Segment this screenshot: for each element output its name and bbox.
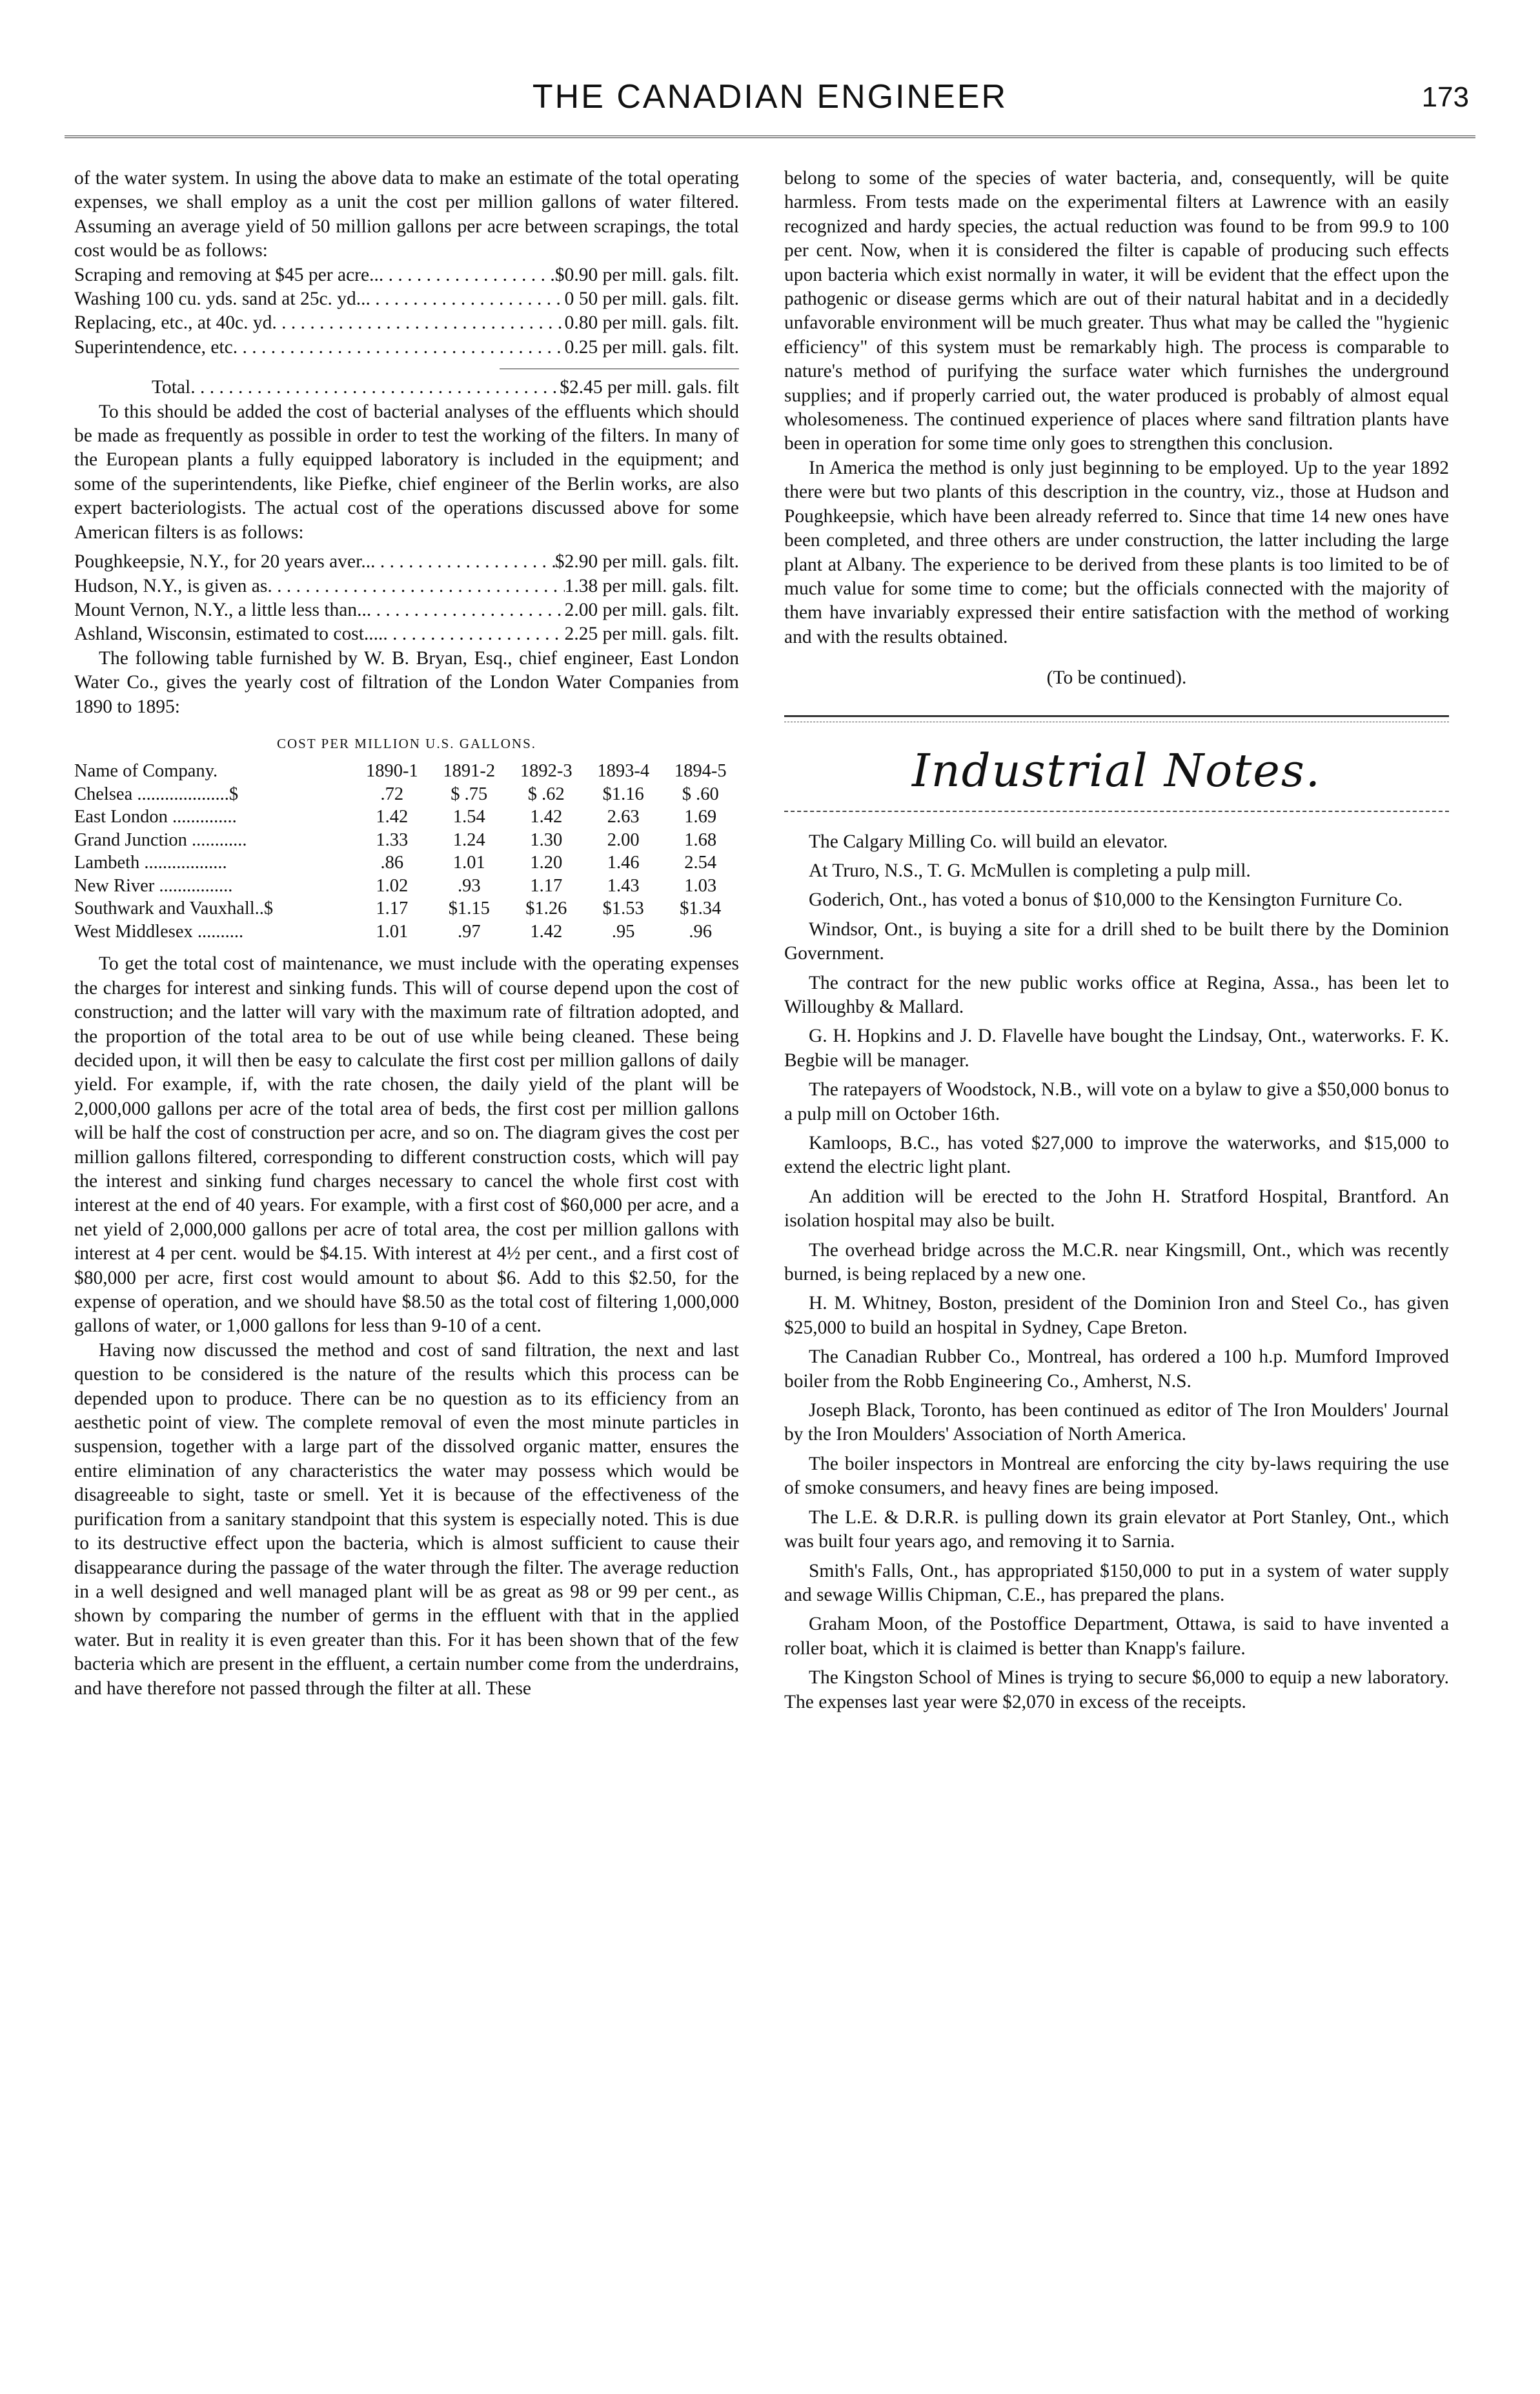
table-cell: 1.30 xyxy=(530,829,563,850)
table-header: 1892-3 xyxy=(520,761,572,782)
table-cell: 1.03 xyxy=(684,875,717,896)
paragraph: belong to some of the species of water bacteria, and, consequently, will be quite harmless. From tests made on the experimental filters at Lawrence with an easily recognized and hardy species, the actual reduction was found to be from 99.9 to 100 per cent. Now, when it is considered the filter is capable of producing such effects upon bacteria which exist normally in water, it will be evident that the effect upon the pathogenic or disease germs which are out of their natural habitat and in a decidedly unfavorable environment will be much greater. Thus what may be called the "hygienic efficiency" of this system must be remarkably high. The process is comparable to nature's method of purifying the surface water which furnishes the underground supplies; and if properly carried out, the water produced is probably of almost equal wholesomeness. The continued experience of places where sand filtration plants have been in operation for some time only goes to strengthen this conclusion. xyxy=(784,168,1449,454)
table-cell: Lambeth .................. xyxy=(74,853,227,873)
note-item: At Truro, N.S., T. G. McMullen is completing a pulp mill. xyxy=(809,860,1251,881)
note-item: Joseph Black, Toronto, has been continued as editor of The Iron Moulders' Journal by the Iron Moulders' Association of North America. xyxy=(784,1400,1449,1445)
cost-row xyxy=(74,598,739,622)
cost-table xyxy=(74,760,739,943)
table-header: 1894-5 xyxy=(674,761,727,782)
table-cell: 1.54 xyxy=(452,807,485,827)
table-row xyxy=(74,851,739,875)
note-item: H. M. Whitney, Boston, president of the Dominion Iron and Steel Co., has given $25,000 to build an hospital in Sydney, Cape Breton. xyxy=(784,1293,1449,1338)
table-cell: $1.26 xyxy=(525,898,567,919)
table-cell: .95 xyxy=(611,921,635,942)
cost-row xyxy=(74,574,739,598)
table-header-row xyxy=(74,760,739,783)
paragraph: The following table furnished by W. B. Bryan, Esq., chief engineer, East London Water Co., gives the yearly cost of filtration of the London Water Companies from 1890 to 1895: xyxy=(74,647,739,717)
table-cell: 1.01 xyxy=(376,921,409,942)
table-cell: $ .62 xyxy=(527,784,565,804)
cost-row xyxy=(74,622,739,646)
american-cost-list xyxy=(74,550,739,647)
table-cell: $1.15 xyxy=(448,898,490,919)
table-cell: .86 xyxy=(380,853,404,873)
table-cell: Southwark and Vauxhall..$ xyxy=(74,898,274,919)
table-cell: 1.33 xyxy=(376,829,409,850)
cost-value: 1.38 per mill. gals. filt. xyxy=(564,575,739,596)
table-row xyxy=(74,829,739,852)
table-cell: New River ................ xyxy=(74,875,233,896)
table-cell: Grand Junction ............ xyxy=(74,829,247,850)
table-cell: 1.17 xyxy=(376,898,409,919)
cost-row xyxy=(74,336,739,360)
industrial-notes xyxy=(784,830,1449,1714)
note-item: The L.E. & D.R.R. is pulling down its grain elevator at Port Stanley, Ont., which was built four years ago, and removing it to Sarnia. xyxy=(784,1506,1449,1552)
note-item: G. H. Hopkins and J. D. Flavelle have bought the Lindsay, Ont., waterworks. F. K. Begbie will be manager. xyxy=(784,1026,1449,1071)
page-number: 173 xyxy=(1421,81,1469,113)
note-item: Graham Moon, of the Postoffice Department, Ottawa, is said to have invented a roller boat, which it is claimed is better than Knapp's failure. xyxy=(784,1614,1449,1659)
cost-label: Replacing, etc., at 40c. yd xyxy=(74,312,272,334)
section-title: Industrial Notes. xyxy=(911,744,1322,797)
cost-label: Poughkeepsie, N.Y., for 20 years aver.. xyxy=(74,551,371,573)
cost-label: Mount Vernon, N.Y., a little less than.. xyxy=(74,599,367,620)
table-cell: 1.42 xyxy=(376,807,409,827)
cost-value: 0.80 per mill. gals. filt. xyxy=(564,312,739,334)
table-cell: 1.42 xyxy=(530,807,563,827)
table-cell: $ .60 xyxy=(682,784,719,804)
table-cell: 1.17 xyxy=(530,875,563,896)
total-value: $2.45 per mill. gals. filt xyxy=(560,377,739,398)
table-header: Name of Company. xyxy=(74,761,218,782)
paragraph: Having now discussed the method and cost of sand filtration, the next and last question to be considered is the nature of the results which this process can be depended upon to produce. There can be no question as to its efficiency from an aesthetic point of view. The complete removal of even the most minute particles in suspension, together with a large part of the dissolved organic matter, ensures the entire elimination of any characteristics the water may possess which would be disagreeable to sight, taste or smell. Yet it is because of the effectiveness of the purification from a sanitary standpoint that this system is especially noted. This is due to its destructive effect upon the bacteria, which is almost sufficient to cause their disappearance during the passage of the water through the filter. The average reduction in a well designed and well managed plant will be as great as 98 or 99 per cent., as shown by comparing the number of germs in the effluent with that in the applied water. But in reality it is even greater than this. For it has been shown that of the few bacteria which are present in the effluent, a certain number come from the underdrains, and have therefore not passed through the filter at all. These xyxy=(74,1339,739,1699)
table-row xyxy=(74,897,739,920)
table-cell: Chelsea ....................$ xyxy=(74,784,239,804)
total-label: Total xyxy=(152,377,191,398)
table-cell: 2.54 xyxy=(684,853,717,873)
paragraph: In America the method is only just beginning to be employed. Up to the year 1892 there were but two plants of this description in the country, viz., those at Hudson and Poughkeepsie, which have been already referred to. Since that time 14 new ones have been completed, and three others are under construction, the latter including the large plant at Albany. The experience to be derived from these plants is too limited to be of much value for some time to come; but the officials connected with the majority of them have invariably expressed their entire satisfaction with the method of working and with the results obtained. xyxy=(784,457,1449,647)
note-item: Kamloops, B.C., has voted $27,000 to improve the waterworks, and $15,000 to extend the electric light plant. xyxy=(784,1133,1449,1178)
note-item: Goderich, Ont., has voted a bonus of $10,000 to the Kensington Furniture Co. xyxy=(809,889,1403,911)
table-cell: .96 xyxy=(689,921,713,942)
page-header xyxy=(65,77,1475,129)
cost-value: $2.90 per mill. gals. filt. xyxy=(554,551,739,573)
cost-label: Superintendence, etc xyxy=(74,336,233,358)
table-cell: 1.42 xyxy=(530,921,563,942)
note-item: The Kingston School of Mines is trying to secure $6,000 to equip a new laboratory. The expenses last year were $2,070 in excess of the receipts. xyxy=(784,1667,1449,1712)
table-row xyxy=(74,806,739,829)
cost-label: Scraping and removing at $45 per acre.. xyxy=(74,264,379,285)
table-header: 1891-2 xyxy=(443,761,496,782)
left-column xyxy=(74,167,739,1701)
cost-value: 2.00 per mill. gals. filt. xyxy=(564,599,739,620)
table-header: 1893-4 xyxy=(597,761,650,782)
table-row xyxy=(74,920,739,944)
table-cell: 1.20 xyxy=(530,853,563,873)
to-be-continued: (To be continued). xyxy=(1046,667,1187,689)
paragraph: To get the total cost of maintenance, we must include with the operating expenses the charges for interest and sinking funds. This will of course depend upon the cost of construction; and the latter will vary with the maximum rate of filtration adopted, and the proportion of the total area to be out of use while being cleaned. These being decided upon, it will then be easy to calculate the first cost per million gallons of daily yield. For example, if, with the rate chosen, the daily yield of the plant will be 2,000,000 gallons per acre of the total area of beds, the first cost per million gallons will be half the cost of construction per acre, and so on. The diagram gives the cost per million gallons filtered, corresponding to different construction costs, which will pay the interest and sinking fund charges necessary to cancel the whole first cost with interest at the end of 40 years. For example, with a first cost of $60,000 per acre, and a net yield of 2,000,000 gallons per acre of total area, the cost per million gallons with interest at 4 per cent. would be $4.15. With interest at 4½ per cent., and a first cost of $80,000 per acre, first cost would amount to about $6. Add to this $2.50, for the expense of operation, and we should have $8.50 as the total cost of filtering 1,000,000 gallons of water, or 1,000 gallons for less than 9-10 of a cent. xyxy=(74,953,739,1337)
table-cell: .97 xyxy=(457,921,481,942)
table-cell: 1.01 xyxy=(452,853,485,873)
table-cell: West Middlesex .......... xyxy=(74,921,244,942)
cost-row xyxy=(74,287,739,311)
cost-value: $0.90 per mill. gals. filt. xyxy=(554,264,739,285)
table-cell: 1.43 xyxy=(607,875,640,896)
table-cell: 1.46 xyxy=(607,853,640,873)
table-header: 1890-1 xyxy=(365,761,418,782)
table-title: COST PER MILLION U.S. GALLONS. xyxy=(276,735,537,751)
cost-value: 0.25 per mill. gals. filt. xyxy=(564,336,739,358)
total-row xyxy=(74,376,739,400)
cost-row xyxy=(74,550,739,574)
note-item: An addition will be erected to the John H. Stratford Hospital, Brantford. An isolation hospital may also be built. xyxy=(784,1186,1449,1232)
header-rule xyxy=(65,136,1475,138)
table-row xyxy=(74,875,739,898)
right-column xyxy=(784,167,1449,1719)
cost-value: 0 50 per mill. gals. filt. xyxy=(564,289,739,310)
cost-label: Ashland, Wisconsin, estimated to cost.... xyxy=(74,624,383,645)
note-item: The ratepayers of Woodstock, N.B., will vote on a bylaw to give a $50,000 bonus to a pulp mill on October 16th. xyxy=(784,1079,1449,1124)
table-cell: $1.53 xyxy=(602,898,644,919)
journal-title: THE CANADIAN ENGINEER xyxy=(532,78,1008,116)
table-cell: 2.63 xyxy=(607,807,640,827)
table-cell: $1.34 xyxy=(680,898,722,919)
note-item: The contract for the new public works office at Regina, Assa., has been let to Willoughby & Mallard. xyxy=(784,972,1449,1017)
note-item: The boiler inspectors in Montreal are enforcing the city by-laws requiring the use of smoke consumers, and heavy fines are being imposed. xyxy=(784,1453,1449,1499)
cost-row xyxy=(74,263,739,287)
table-cell: 1.24 xyxy=(452,829,485,850)
section-divider xyxy=(784,709,1449,735)
cost-label: Washing 100 cu. yds. sand at 25c. yd.. xyxy=(74,289,366,310)
table-cell: $1.16 xyxy=(602,784,644,804)
cost-label: Hudson, N.Y., is given as xyxy=(74,575,268,596)
cost-list xyxy=(74,263,739,400)
table-row xyxy=(74,783,739,806)
table-cell: East London .............. xyxy=(74,807,237,827)
note-item: Smith's Falls, Ont., has appropriated $150,000 to put in a system of water supply and sewage Willis Chipman, C.E., has prepared the plans. xyxy=(784,1560,1449,1605)
table-cell: 1.02 xyxy=(376,875,409,896)
table-cell: .72 xyxy=(380,784,404,804)
table-cell: 1.68 xyxy=(684,829,717,850)
note-item: The Calgary Milling Co. will build an elevator. xyxy=(809,831,1168,852)
note-item: The Canadian Rubber Co., Montreal, has ordered a 100 h.p. Mumford Improved boiler from the Robb Engineering Co., Amherst, N.S. xyxy=(784,1346,1449,1392)
table-cell: 1.69 xyxy=(684,807,717,827)
table-cell: $ .75 xyxy=(451,784,488,804)
table-cell: 2.00 xyxy=(607,829,640,850)
section-divider xyxy=(784,811,1449,812)
table-cell: .93 xyxy=(457,875,481,896)
cost-value: 2.25 per mill. gals. filt. xyxy=(564,624,739,645)
paragraph: To this should be added the cost of bacterial analyses of the effluents which should be made as frequently as possible in order to test the working of the filters. In many of the European plants a fully equipped laboratory is included in the equipment; and some of the superintendents, like Piefke, chief engineer of the Berlin works, are also expert bacteriologists. The actual cost of the operations discussed above for some American filters is as follows: xyxy=(74,401,739,543)
note-item: Windsor, Ont., is buying a site for a drill shed to be built there by the Dominion Government. xyxy=(784,918,1449,964)
cost-row xyxy=(74,311,739,335)
note-item: The overhead bridge across the M.C.R. near Kingsmill, Ont., which was recently burned, is being replaced by a new one. xyxy=(784,1239,1449,1285)
paragraph: of the water system. In using the above data to make an estimate of the total operating expenses, we shall employ as a unit the cost per million gallons of water filtered. Assuming an average yield of 50 million gallons per acre between scrapings, the total cost would be as follows: xyxy=(74,168,739,261)
